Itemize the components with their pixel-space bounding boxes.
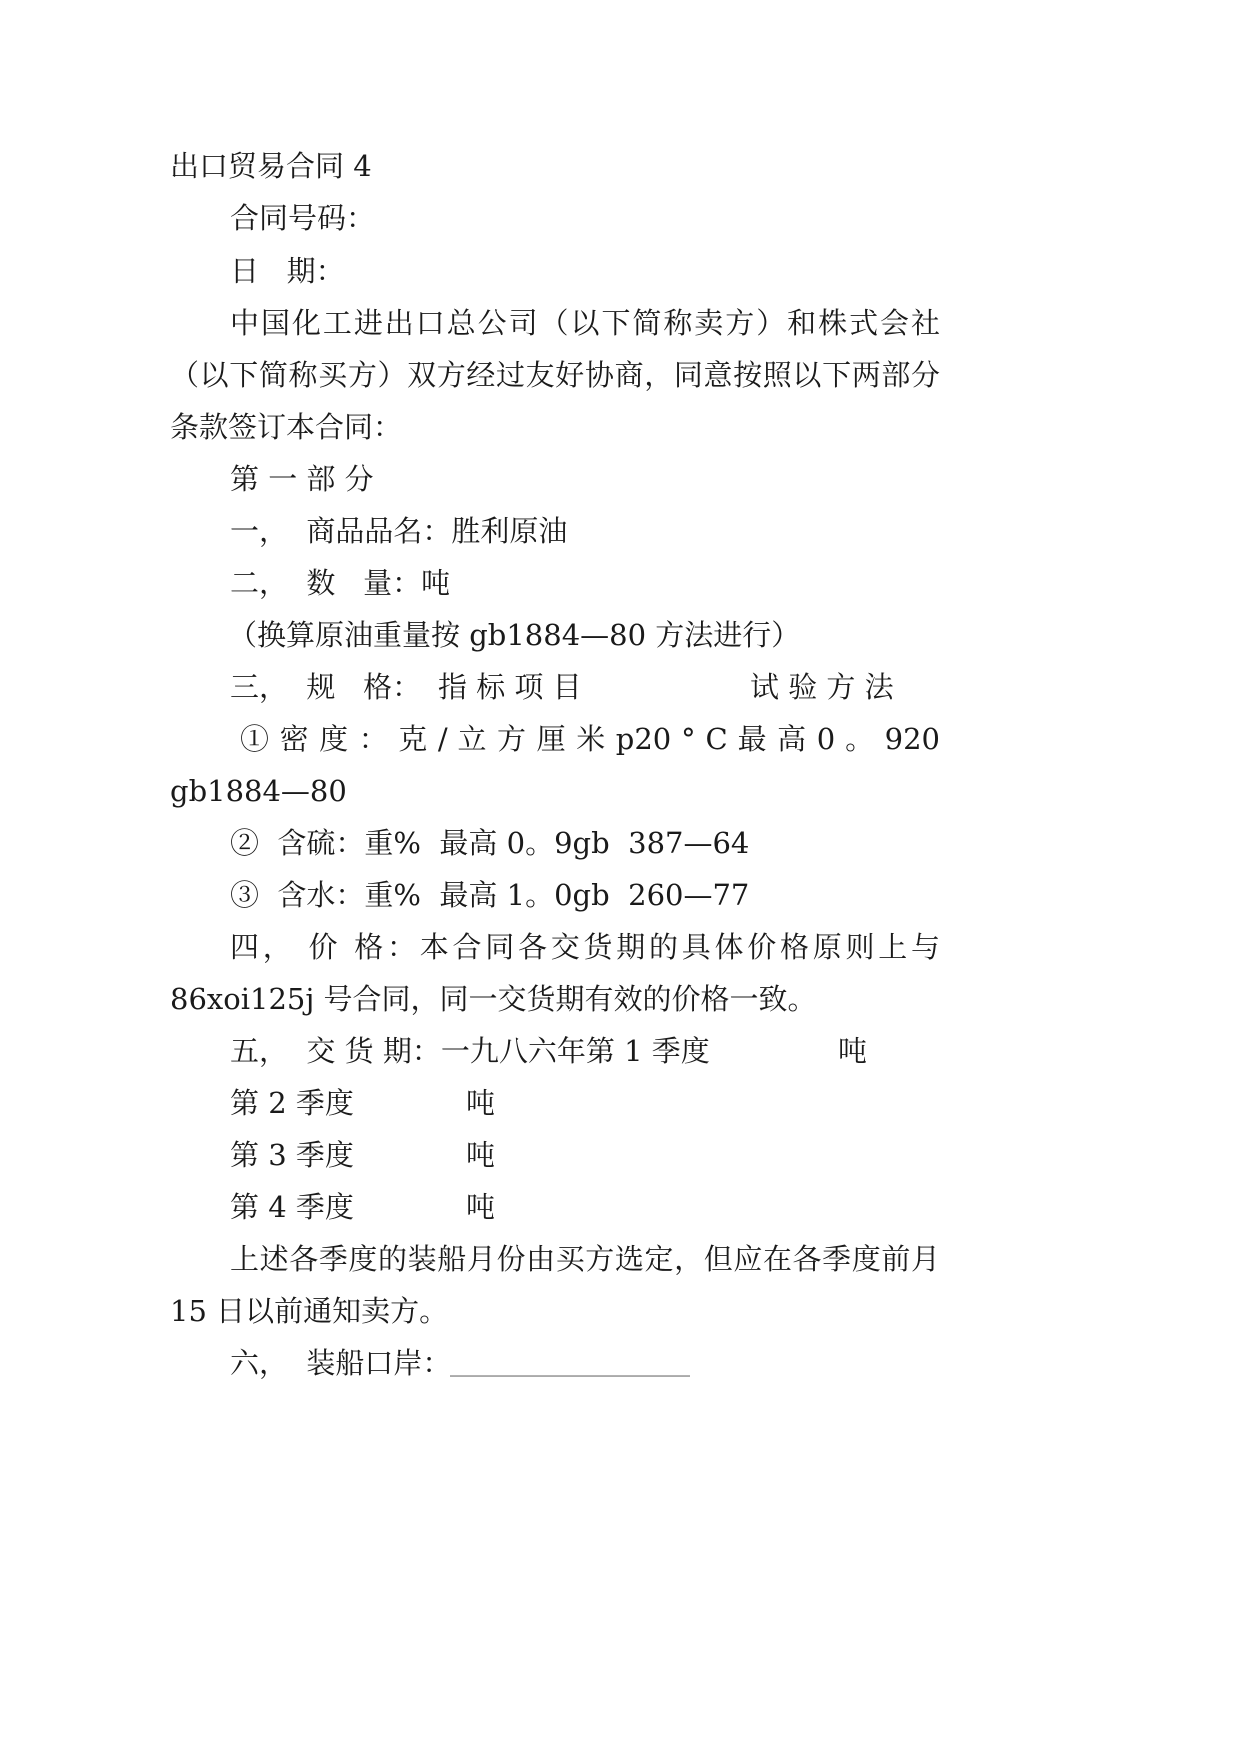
quarter-2-label: 第 2 季度 [230, 1086, 354, 1120]
loading-port-blank: ____________________ [450, 1349, 690, 1377]
shipment-notice-line-1: 上述各季度的装船月份由买方选定，但应在各季度前月 [230, 1242, 940, 1276]
shipment-notice-line-2: 15 日以前通知卖方。 [170, 1294, 449, 1328]
quarter-4-label: 第 4 季度 [230, 1190, 354, 1224]
quarter-2-unit: 吨 [466, 1086, 496, 1120]
spec-1-method: gb1884—80 [170, 774, 347, 808]
quarter-4-unit: 吨 [466, 1190, 496, 1224]
document-title: 出口贸易合同 4 [170, 149, 372, 183]
item-4-price-line-2: 86xoi125j 号合同，同一交货期有效的价格一致。 [170, 982, 817, 1016]
spec-1-density: ① 密 度 ： 克 / 立 方 厘 米 p20 ° C 最 高 0 。 920 [240, 722, 940, 756]
item-3-label: 三， 规 格： [230, 670, 422, 704]
intro-line-3: 条款签订本合同： [170, 410, 403, 444]
intro-line-2: （以下简称买方）双方经过友好协商，同意按照以下两部分 [170, 358, 940, 392]
date-label: 日 期： [230, 254, 345, 288]
spec-2-sulfur: ② 含硫：重% 最高 0。9gb 387—64 [230, 826, 750, 860]
quarter-3-unit: 吨 [466, 1138, 496, 1172]
item-6-loading-port-label: 六， 装船口岸： [230, 1346, 452, 1380]
item-5-delivery-q1: 五， 交 货 期：一九八六年第 1 季度 [230, 1034, 710, 1068]
spec-column-item: 指 标 项 目 [438, 670, 582, 704]
item-4-price-line-1: 四， 价 格：本合同各交货期的具体价格原则上与 [230, 930, 940, 964]
item-5-q1-unit: 吨 [838, 1034, 868, 1068]
quarter-3-label: 第 3 季度 [230, 1138, 354, 1172]
part-one-heading: 第 一 部 分 [230, 462, 374, 496]
item-1-product-name: 一， 商品品名：胜利原油 [230, 514, 568, 548]
spec-3-water: ③ 含水：重% 最高 1。0gb 260—77 [230, 878, 750, 912]
item-2-note: （换算原油重量按 gb1884—80 方法进行） [228, 618, 801, 652]
item-2-quantity: 二， 数 量：吨 [230, 566, 451, 600]
contract-number-label: 合同号码： [230, 201, 376, 235]
spec-column-method: 试 验 方 法 [750, 670, 894, 704]
intro-line-1: 中国化工进出口总公司（以下简称卖方）和株式会社 [230, 306, 940, 340]
